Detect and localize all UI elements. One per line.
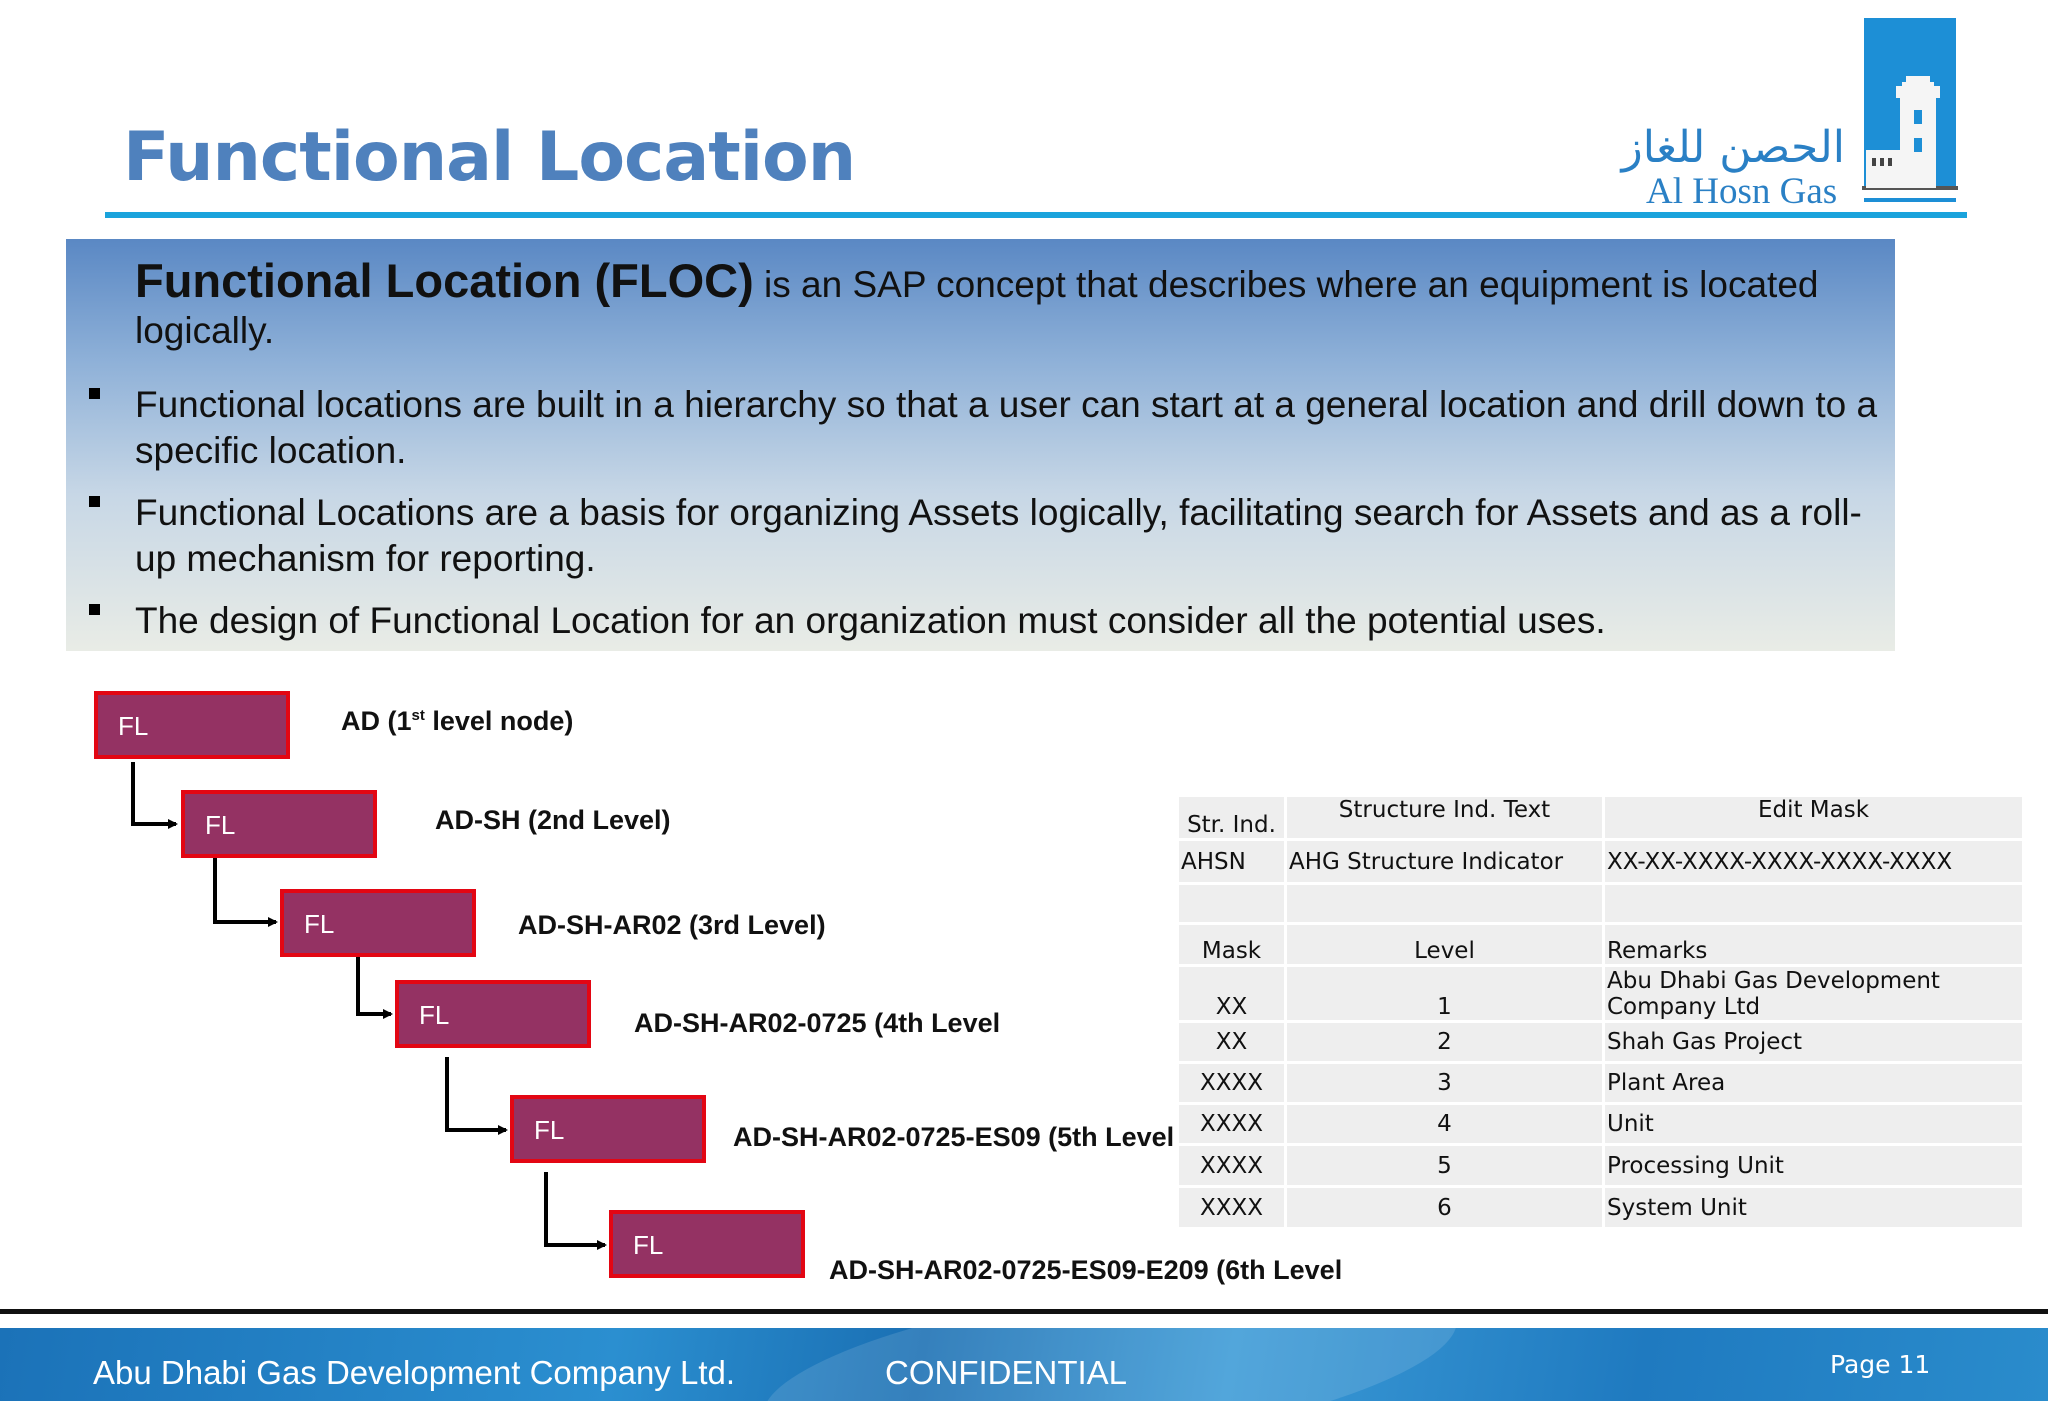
table-cell: XXXX <box>1178 1063 1286 1104</box>
fl-node-level-5 <box>510 1095 706 1163</box>
table-cell: Unit <box>1604 1104 2024 1145</box>
connector-arrow <box>546 1172 605 1245</box>
footer-company: Abu Dhabi Gas Development Company Ltd. <box>93 1354 736 1391</box>
intro-lead-term: Functional Location (FLOC) <box>135 254 754 307</box>
fort-tower-icon <box>1862 18 1958 208</box>
fl-node-level-6 <box>609 1210 805 1278</box>
page-number: Page 11 <box>1830 1350 1931 1379</box>
table-cell: Structure Ind. Text <box>1286 796 1604 840</box>
connector-arrow <box>215 858 276 922</box>
fl-node-level-3 <box>280 889 476 957</box>
bullet-marker <box>89 388 100 399</box>
table-row-empty <box>1178 884 2024 924</box>
logo-arabic-text: الحصن للغاز <box>1621 122 1845 173</box>
table-cell: 3 <box>1286 1063 1604 1104</box>
fl-node-label: FL <box>633 1230 664 1260</box>
level-label-2: AD-SH (2nd Level) <box>435 805 671 835</box>
fl-node-label: FL <box>304 909 335 939</box>
connector-arrow <box>323 951 391 1014</box>
table-cell: Shah Gas Project <box>1604 1022 2024 1063</box>
page-title: Functional Location <box>123 118 856 197</box>
table-row <box>1178 1145 2024 1187</box>
level-label-5: AD-SH-AR02-0725-ES09 (5th Level <box>733 1122 1175 1152</box>
table-cell: Str. Ind. <box>1178 796 1286 840</box>
table-cell: 6 <box>1286 1187 1604 1229</box>
footer-confidential: CONFIDENTIAL <box>885 1354 1128 1391</box>
table-cell: 4 <box>1286 1104 1604 1145</box>
edit-mask-table <box>1176 794 2025 1230</box>
bullet-text: Functional locations are built in a hierarchy so that a user can start at a general location and drill down to a specific location. <box>135 384 1878 471</box>
table-cell: Remarks <box>1604 924 2024 966</box>
table-row <box>1178 1022 2024 1063</box>
table-subheader-row <box>1178 924 2024 966</box>
table-cell: XXXX <box>1178 1145 1286 1187</box>
connector-arrow <box>133 762 176 824</box>
table-row <box>1178 1063 2024 1104</box>
table-cell: XXXX <box>1178 1104 1286 1145</box>
table-cell: 1 <box>1286 966 1604 1022</box>
fl-node-label: FL <box>419 1000 450 1030</box>
table-row <box>1178 840 2024 884</box>
table-cell: Edit Mask <box>1604 796 2024 840</box>
table-header-row <box>1178 796 2024 840</box>
intro-lead-description: is an SAP concept that describes where an equipment is located logically. <box>135 264 1819 351</box>
fl-node-label: FL <box>118 711 149 741</box>
table-row <box>1178 966 2024 1022</box>
table-cell: XX <box>1178 1022 1286 1063</box>
footer-divider <box>0 1309 2048 1314</box>
bullet-text: The design of Functional Location for an organization must consider all the potential uses. <box>135 600 1606 641</box>
table-cell: XX <box>1178 966 1286 1022</box>
table-cell: XXXX <box>1178 1187 1286 1229</box>
table-cell: Abu Dhabi Gas Development Company Ltd <box>1604 966 2024 1022</box>
bullet-marker <box>89 604 100 615</box>
footer-bar <box>0 1328 2048 1401</box>
table-row <box>1178 1104 2024 1145</box>
intro-paragraph <box>135 254 1875 354</box>
table-cell: Plant Area <box>1604 1063 2024 1104</box>
bullet-marker <box>89 496 100 507</box>
table-cell: System Unit <box>1604 1187 2024 1229</box>
fl-node-level-4 <box>395 980 591 1048</box>
fl-node-label: FL <box>205 810 236 840</box>
table-cell: XX-XX-XXXX-XXXX-XXXX-XXXX <box>1604 840 2024 884</box>
level-label-1: AD (1st level node) <box>341 706 574 736</box>
table-cell: Level <box>1286 924 1604 966</box>
table-cell: AHG Structure Indicator <box>1286 840 1604 884</box>
level-label-4: AD-SH-AR02-0725 (4th Level <box>634 1008 1001 1038</box>
logo-name: Al Hosn Gas <box>1646 171 1838 212</box>
table-cell: Mask <box>1178 924 1286 966</box>
bullet-text: Functional Locations are a basis for organizing Assets logically, facilitating search for Assets and as a roll-up mechanism for reporting. <box>135 492 1862 579</box>
fl-node-level-2 <box>181 790 377 858</box>
fl-node-level-1 <box>94 691 290 759</box>
connector-arrow <box>447 1057 506 1130</box>
table-cell: 5 <box>1286 1145 1604 1187</box>
fl-node-label: FL <box>534 1115 565 1145</box>
table-cell: AHSN <box>1178 840 1286 884</box>
table-cell: Processing Unit <box>1604 1145 2024 1187</box>
level-label-6: AD-SH-AR02-0725-ES09-E209 (6th Level <box>829 1255 1343 1285</box>
table-cell: 2 <box>1286 1022 1604 1063</box>
table-row <box>1178 1187 2024 1229</box>
level-label-3: AD-SH-AR02 (3rd Level) <box>518 910 826 940</box>
